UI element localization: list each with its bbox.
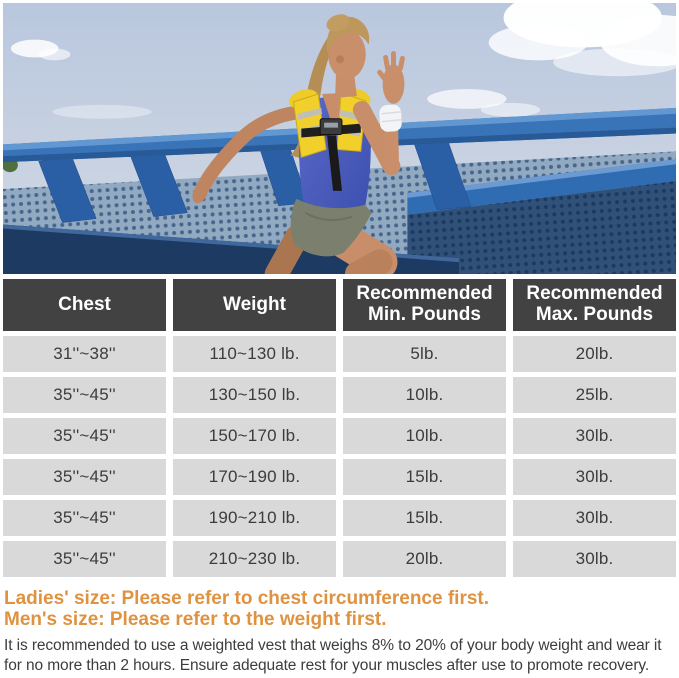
cell-chest: 35''~45'' [3,459,166,495]
cell-chest: 35''~45'' [3,541,166,577]
sizing-notes [4,589,674,631]
cell-max-pounds: 30lb. [513,459,676,495]
cell-weight: 210~230 lb. [173,541,336,577]
cell-min-pounds: 15lb. [343,500,506,536]
cell-weight: 170~190 lb. [173,459,336,495]
cell-chest: 35''~45'' [3,377,166,413]
vest-buckle-clip [324,123,338,128]
cell-min-pounds: 15lb. [343,459,506,495]
cell-weight: 110~130 lb. [173,336,336,372]
cell-min-pounds: 5lb. [343,336,506,372]
cell-max-pounds: 30lb. [513,541,676,577]
wristband [379,104,402,132]
mens-size-note: Men's size: Please refer to the weight first. [4,608,387,630]
cell-min-pounds: 10lb. [343,377,506,413]
column-header-chest: Chest [3,279,166,331]
ear [336,55,344,63]
size-chart-table [3,279,676,577]
cell-chest: 35''~45'' [3,500,166,536]
cell-max-pounds: 30lb. [513,500,676,536]
cell-chest: 35''~45'' [3,418,166,454]
cell-min-pounds: 20lb. [343,541,506,577]
cell-max-pounds: 20lb. [513,336,676,372]
column-header-weight: Weight [173,279,336,331]
front-calf [358,262,380,274]
hero-photo-illustration [3,3,676,274]
column-header-max-pounds: Recommended Max. Pounds [513,279,676,331]
hero-photo [3,3,676,274]
cell-weight: 190~210 lb. [173,500,336,536]
cell-chest: 31''~38'' [3,336,166,372]
column-header-min-pounds: Recommended Min. Pounds [343,279,506,331]
cell-weight: 150~170 lb. [173,418,336,454]
ladies-size-note: Ladies' size: Please refer to chest circumference first. [4,588,490,609]
cell-min-pounds: 10lb. [343,418,506,454]
cell-max-pounds: 25lb. [513,377,676,413]
usage-disclaimer: It is recommended to use a weighted vest that weighs 8% to 20% of your body weight and wear it for no more than 2 hours. Ensure adequate rest for your muscles after use to promote recovery. [4,637,662,675]
cell-max-pounds: 30lb. [513,418,676,454]
cell-weight: 130~150 lb. [173,377,336,413]
